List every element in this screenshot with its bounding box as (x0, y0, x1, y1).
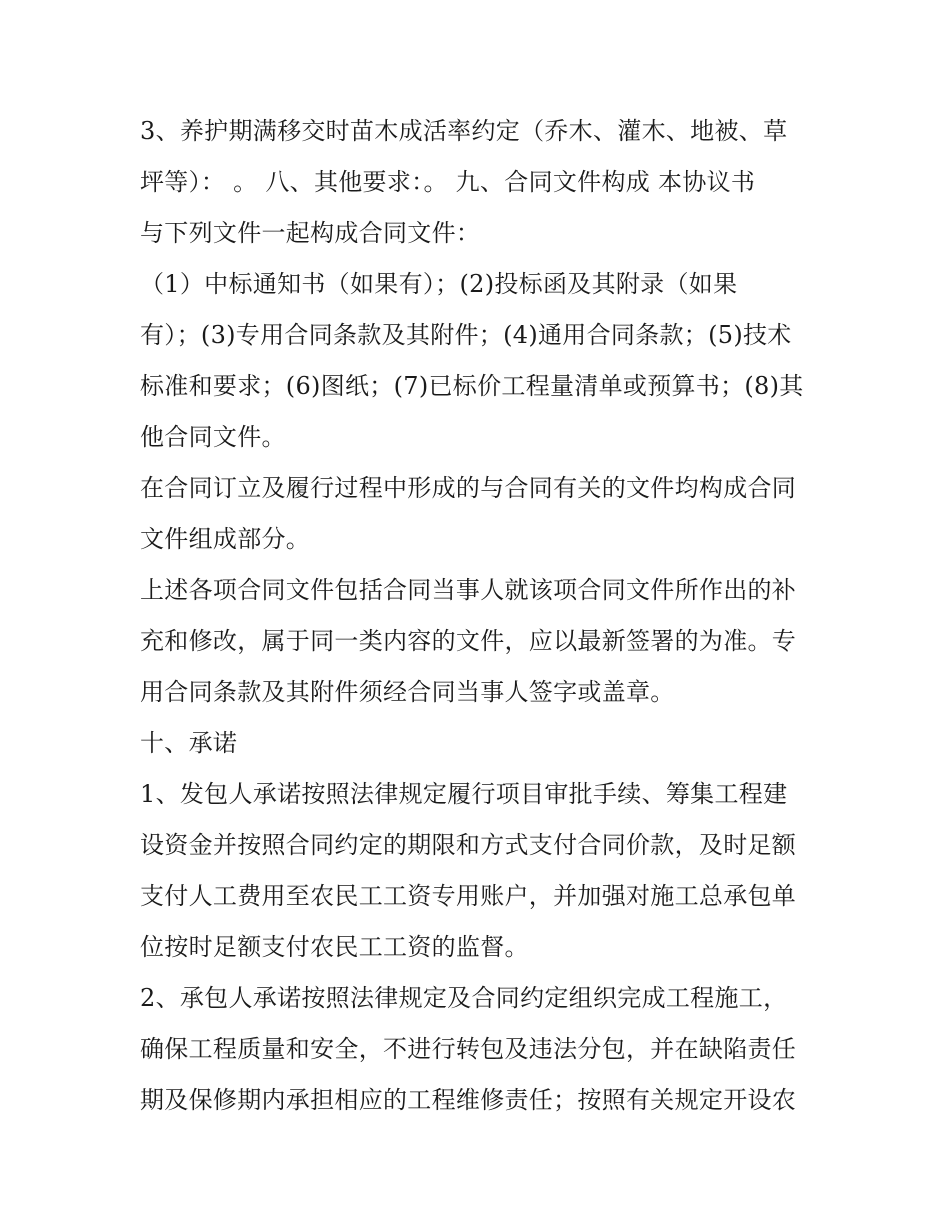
text-line: 位按时足额支付农民工工资的监督。 (140, 933, 529, 961)
text-line: 确保工程质量和安全，不进行转包及违法分包，并在缺陷责任 (140, 1035, 797, 1063)
text-line: 有）；(3)专用合同条款及其附件；(4)通用合同条款；(5)技术 (140, 321, 792, 349)
section-heading: 十、承诺 (140, 729, 238, 757)
text-line: 用合同条款及其附件须经合同当事人签字或盖章。 (140, 678, 675, 706)
text-line: 他合同文件。 (140, 423, 286, 451)
text-line: 充和修改，属于同一类内容的文件，应以最新签署的为准。专 (140, 627, 797, 655)
text-line: 3、养护期满移交时苗木成活率约定（乔木、灌木、地被、草 (140, 117, 788, 145)
text-line: 1、发包人承诺按照法律规定履行项目审批手续、筹集工程建 (140, 780, 788, 808)
text-line: 支付人工费用至农民工工资专用账户，并加强对施工总承包单 (140, 882, 797, 910)
text-line: 坪等）： 。 八、其他要求：。 九、合同文件构成 本协议书 (140, 168, 756, 196)
text-line: 在合同订立及履行过程中形成的与合同有关的文件均构成合同 (140, 474, 797, 502)
text-line: 设资金并按照合同约定的期限和方式支付合同价款，及时足额 (140, 831, 797, 859)
text-line: 标准和要求；(6)图纸；(7)已标价工程量清单或预算书；(8)其 (140, 372, 804, 400)
document-body (140, 106, 815, 1126)
text-line: 期及保修期内承担相应的工程维修责任；按照有关规定开设农 (140, 1086, 797, 1114)
text-line: 2、承包人承诺按照法律规定及合同约定组织完成工程施工， (140, 984, 788, 1012)
text-line: 与下列文件一起构成合同文件： (140, 219, 481, 247)
text-line: 上述各项合同文件包括合同当事人就该项合同文件所作出的补 (140, 576, 797, 604)
text-line: （1）中标通知书（如果有）；(2)投标函及其附录（如果 (140, 270, 738, 298)
text-line: 文件组成部分。 (140, 525, 311, 553)
